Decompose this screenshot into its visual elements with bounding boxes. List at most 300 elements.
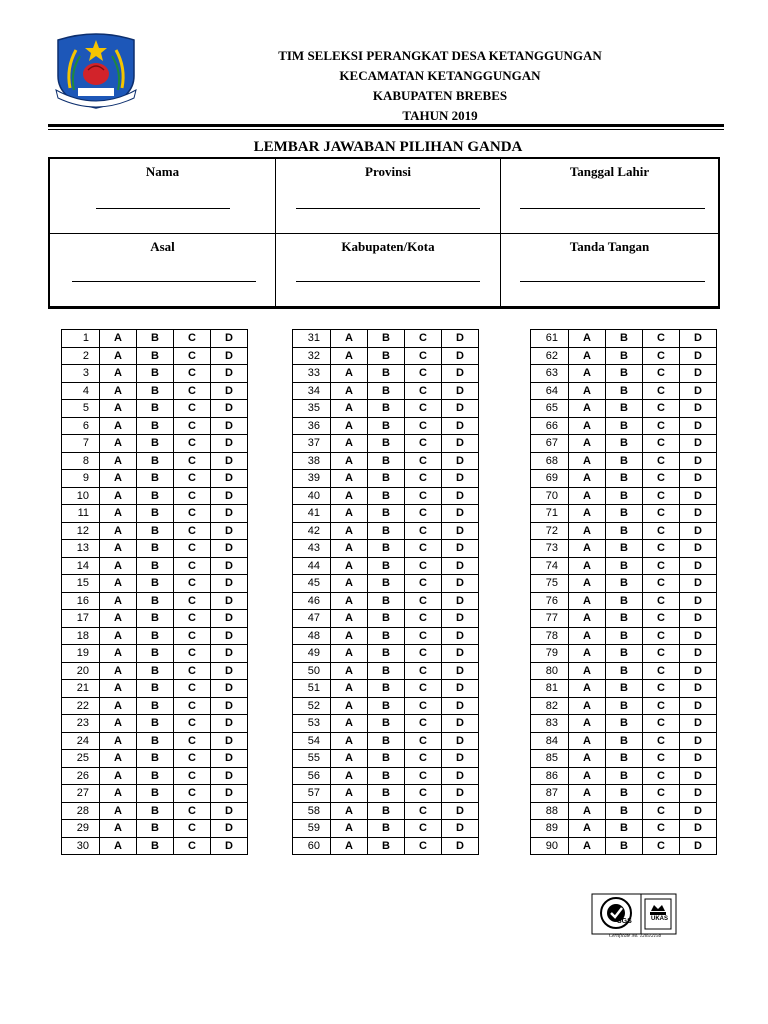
answer-option-b[interactable]: B bbox=[368, 592, 405, 610]
answer-option-b[interactable]: B bbox=[368, 575, 405, 593]
answer-option-d[interactable]: D bbox=[442, 365, 479, 383]
answer-option-b[interactable]: B bbox=[368, 365, 405, 383]
answer-option-d[interactable]: D bbox=[442, 505, 479, 523]
answer-option-b[interactable]: B bbox=[606, 400, 643, 418]
answer-option-c[interactable]: C bbox=[643, 540, 680, 558]
answer-option-b[interactable]: B bbox=[368, 330, 405, 348]
answer-option-c[interactable]: C bbox=[643, 522, 680, 540]
answer-option-d[interactable]: D bbox=[442, 697, 479, 715]
answer-option-a[interactable]: A bbox=[331, 645, 368, 663]
answer-option-a[interactable]: A bbox=[100, 452, 137, 470]
answer-option-d[interactable]: D bbox=[211, 347, 248, 365]
answer-option-a[interactable]: A bbox=[569, 382, 606, 400]
answer-option-b[interactable]: B bbox=[606, 540, 643, 558]
answer-option-c[interactable]: C bbox=[174, 610, 211, 628]
answer-option-c[interactable]: C bbox=[405, 662, 442, 680]
answer-option-c[interactable]: C bbox=[643, 802, 680, 820]
answer-option-a[interactable]: A bbox=[100, 400, 137, 418]
answer-option-a[interactable]: A bbox=[569, 680, 606, 698]
answer-option-b[interactable]: B bbox=[368, 697, 405, 715]
answer-option-d[interactable]: D bbox=[211, 417, 248, 435]
answer-option-b[interactable]: B bbox=[606, 662, 643, 680]
answer-option-b[interactable]: B bbox=[137, 767, 174, 785]
answer-option-b[interactable]: B bbox=[137, 820, 174, 838]
answer-option-d[interactable]: D bbox=[442, 645, 479, 663]
answer-option-d[interactable]: D bbox=[680, 715, 717, 733]
answer-option-b[interactable]: B bbox=[368, 610, 405, 628]
field-line-tanggal-lahir[interactable] bbox=[520, 208, 705, 209]
field-line-nama[interactable] bbox=[96, 208, 230, 209]
answer-option-b[interactable]: B bbox=[137, 452, 174, 470]
answer-option-c[interactable]: C bbox=[643, 505, 680, 523]
answer-option-b[interactable]: B bbox=[606, 715, 643, 733]
answer-option-a[interactable]: A bbox=[331, 435, 368, 453]
answer-option-d[interactable]: D bbox=[680, 837, 717, 855]
answer-option-a[interactable]: A bbox=[331, 522, 368, 540]
answer-option-c[interactable]: C bbox=[643, 715, 680, 733]
answer-option-a[interactable]: A bbox=[100, 680, 137, 698]
answer-option-c[interactable]: C bbox=[174, 505, 211, 523]
answer-option-c[interactable]: C bbox=[405, 347, 442, 365]
answer-option-b[interactable]: B bbox=[137, 697, 174, 715]
answer-option-d[interactable]: D bbox=[680, 802, 717, 820]
answer-option-c[interactable]: C bbox=[174, 785, 211, 803]
answer-option-c[interactable]: C bbox=[643, 645, 680, 663]
answer-option-c[interactable]: C bbox=[405, 837, 442, 855]
answer-option-d[interactable]: D bbox=[211, 750, 248, 768]
answer-option-b[interactable]: B bbox=[137, 417, 174, 435]
answer-option-b[interactable]: B bbox=[606, 435, 643, 453]
answer-option-c[interactable]: C bbox=[643, 575, 680, 593]
answer-option-a[interactable]: A bbox=[331, 400, 368, 418]
answer-option-a[interactable]: A bbox=[331, 365, 368, 383]
answer-option-a[interactable]: A bbox=[569, 627, 606, 645]
answer-option-c[interactable]: C bbox=[643, 452, 680, 470]
answer-option-c[interactable]: C bbox=[174, 365, 211, 383]
answer-option-a[interactable]: A bbox=[100, 592, 137, 610]
answer-option-c[interactable]: C bbox=[405, 452, 442, 470]
answer-option-c[interactable]: C bbox=[405, 470, 442, 488]
answer-option-a[interactable]: A bbox=[569, 435, 606, 453]
answer-option-c[interactable]: C bbox=[405, 802, 442, 820]
answer-option-a[interactable]: A bbox=[331, 680, 368, 698]
answer-option-b[interactable]: B bbox=[606, 750, 643, 768]
answer-option-b[interactable]: B bbox=[137, 505, 174, 523]
answer-option-d[interactable]: D bbox=[442, 592, 479, 610]
answer-option-a[interactable]: A bbox=[100, 557, 137, 575]
answer-option-c[interactable]: C bbox=[643, 330, 680, 348]
answer-option-c[interactable]: C bbox=[643, 470, 680, 488]
answer-option-d[interactable]: D bbox=[680, 750, 717, 768]
answer-option-a[interactable]: A bbox=[569, 417, 606, 435]
answer-option-a[interactable]: A bbox=[100, 750, 137, 768]
answer-option-a[interactable]: A bbox=[569, 645, 606, 663]
answer-option-d[interactable]: D bbox=[442, 802, 479, 820]
answer-option-a[interactable]: A bbox=[100, 382, 137, 400]
answer-option-b[interactable]: B bbox=[137, 627, 174, 645]
answer-option-d[interactable]: D bbox=[442, 610, 479, 628]
answer-option-b[interactable]: B bbox=[606, 365, 643, 383]
answer-option-b[interactable]: B bbox=[137, 400, 174, 418]
answer-option-a[interactable]: A bbox=[331, 470, 368, 488]
answer-option-d[interactable]: D bbox=[211, 487, 248, 505]
answer-option-b[interactable]: B bbox=[137, 592, 174, 610]
answer-option-b[interactable]: B bbox=[368, 417, 405, 435]
answer-option-b[interactable]: B bbox=[606, 820, 643, 838]
answer-option-d[interactable]: D bbox=[442, 837, 479, 855]
answer-option-c[interactable]: C bbox=[174, 347, 211, 365]
answer-option-c[interactable]: C bbox=[405, 697, 442, 715]
answer-option-d[interactable]: D bbox=[680, 435, 717, 453]
answer-option-c[interactable]: C bbox=[405, 330, 442, 348]
answer-option-b[interactable]: B bbox=[606, 417, 643, 435]
answer-option-b[interactable]: B bbox=[137, 610, 174, 628]
answer-option-d[interactable]: D bbox=[680, 627, 717, 645]
answer-option-a[interactable]: A bbox=[569, 505, 606, 523]
answer-option-d[interactable]: D bbox=[442, 330, 479, 348]
answer-option-a[interactable]: A bbox=[331, 592, 368, 610]
answer-option-a[interactable]: A bbox=[331, 767, 368, 785]
answer-option-a[interactable]: A bbox=[100, 330, 137, 348]
answer-option-c[interactable]: C bbox=[405, 592, 442, 610]
answer-option-a[interactable]: A bbox=[569, 487, 606, 505]
answer-option-c[interactable]: C bbox=[643, 347, 680, 365]
answer-option-d[interactable]: D bbox=[211, 365, 248, 383]
answer-option-b[interactable]: B bbox=[606, 785, 643, 803]
answer-option-d[interactable]: D bbox=[442, 662, 479, 680]
answer-option-d[interactable]: D bbox=[442, 417, 479, 435]
answer-option-c[interactable]: C bbox=[405, 417, 442, 435]
answer-option-a[interactable]: A bbox=[569, 452, 606, 470]
answer-option-c[interactable]: C bbox=[405, 575, 442, 593]
answer-option-a[interactable]: A bbox=[569, 662, 606, 680]
answer-option-b[interactable]: B bbox=[137, 575, 174, 593]
answer-option-b[interactable]: B bbox=[137, 802, 174, 820]
answer-option-c[interactable]: C bbox=[405, 680, 442, 698]
answer-option-c[interactable]: C bbox=[174, 732, 211, 750]
answer-option-a[interactable]: A bbox=[100, 610, 137, 628]
answer-option-b[interactable]: B bbox=[137, 522, 174, 540]
answer-option-b[interactable]: B bbox=[606, 522, 643, 540]
answer-option-a[interactable]: A bbox=[331, 610, 368, 628]
answer-option-a[interactable]: A bbox=[100, 575, 137, 593]
answer-option-d[interactable]: D bbox=[680, 662, 717, 680]
answer-option-a[interactable]: A bbox=[100, 785, 137, 803]
answer-option-a[interactable]: A bbox=[331, 417, 368, 435]
answer-option-b[interactable]: B bbox=[137, 837, 174, 855]
answer-option-b[interactable]: B bbox=[368, 767, 405, 785]
answer-option-c[interactable]: C bbox=[405, 382, 442, 400]
answer-option-b[interactable]: B bbox=[368, 820, 405, 838]
answer-option-c[interactable]: C bbox=[405, 487, 442, 505]
answer-option-b[interactable]: B bbox=[606, 802, 643, 820]
answer-option-a[interactable]: A bbox=[331, 505, 368, 523]
answer-option-c[interactable]: C bbox=[405, 627, 442, 645]
answer-option-c[interactable]: C bbox=[405, 610, 442, 628]
answer-option-a[interactable]: A bbox=[331, 662, 368, 680]
answer-option-c[interactable]: C bbox=[405, 750, 442, 768]
answer-option-a[interactable]: A bbox=[331, 347, 368, 365]
answer-option-b[interactable]: B bbox=[368, 435, 405, 453]
answer-option-a[interactable]: A bbox=[331, 330, 368, 348]
answer-option-d[interactable]: D bbox=[680, 540, 717, 558]
answer-option-c[interactable]: C bbox=[174, 522, 211, 540]
answer-option-d[interactable]: D bbox=[442, 452, 479, 470]
answer-option-c[interactable]: C bbox=[174, 662, 211, 680]
answer-option-a[interactable]: A bbox=[100, 645, 137, 663]
answer-option-d[interactable]: D bbox=[442, 347, 479, 365]
answer-option-c[interactable]: C bbox=[174, 470, 211, 488]
answer-option-b[interactable]: B bbox=[606, 697, 643, 715]
answer-option-b[interactable]: B bbox=[368, 347, 405, 365]
answer-option-c[interactable]: C bbox=[405, 767, 442, 785]
answer-option-b[interactable]: B bbox=[137, 470, 174, 488]
answer-option-b[interactable]: B bbox=[368, 715, 405, 733]
answer-option-d[interactable]: D bbox=[680, 505, 717, 523]
answer-option-c[interactable]: C bbox=[174, 627, 211, 645]
answer-option-d[interactable]: D bbox=[442, 627, 479, 645]
answer-option-d[interactable]: D bbox=[211, 330, 248, 348]
answer-option-b[interactable]: B bbox=[606, 452, 643, 470]
answer-option-c[interactable]: C bbox=[174, 400, 211, 418]
answer-option-d[interactable]: D bbox=[680, 767, 717, 785]
field-line-asal[interactable] bbox=[72, 281, 256, 282]
answer-option-c[interactable]: C bbox=[643, 662, 680, 680]
answer-option-b[interactable]: B bbox=[137, 785, 174, 803]
answer-option-d[interactable]: D bbox=[442, 435, 479, 453]
answer-option-d[interactable]: D bbox=[211, 400, 248, 418]
answer-option-d[interactable]: D bbox=[211, 785, 248, 803]
answer-option-d[interactable]: D bbox=[211, 715, 248, 733]
answer-option-a[interactable]: A bbox=[100, 837, 137, 855]
answer-option-d[interactable]: D bbox=[211, 575, 248, 593]
answer-option-b[interactable]: B bbox=[137, 645, 174, 663]
answer-option-a[interactable]: A bbox=[100, 417, 137, 435]
answer-option-a[interactable]: A bbox=[569, 400, 606, 418]
answer-option-b[interactable]: B bbox=[137, 382, 174, 400]
answer-option-d[interactable]: D bbox=[680, 330, 717, 348]
answer-option-c[interactable]: C bbox=[405, 540, 442, 558]
answer-option-d[interactable]: D bbox=[442, 732, 479, 750]
answer-option-d[interactable]: D bbox=[442, 557, 479, 575]
field-line-kabupaten-kota[interactable] bbox=[296, 281, 480, 282]
answer-option-d[interactable]: D bbox=[680, 592, 717, 610]
answer-option-a[interactable]: A bbox=[569, 470, 606, 488]
answer-option-a[interactable]: A bbox=[569, 837, 606, 855]
answer-option-c[interactable]: C bbox=[643, 837, 680, 855]
answer-option-b[interactable]: B bbox=[137, 330, 174, 348]
answer-option-c[interactable]: C bbox=[405, 820, 442, 838]
answer-option-d[interactable]: D bbox=[680, 382, 717, 400]
answer-option-a[interactable]: A bbox=[100, 487, 137, 505]
answer-option-d[interactable]: D bbox=[211, 732, 248, 750]
answer-option-d[interactable]: D bbox=[211, 627, 248, 645]
answer-option-d[interactable]: D bbox=[442, 470, 479, 488]
answer-option-c[interactable]: C bbox=[174, 837, 211, 855]
answer-option-a[interactable]: A bbox=[100, 697, 137, 715]
answer-option-b[interactable]: B bbox=[606, 627, 643, 645]
answer-option-d[interactable]: D bbox=[442, 750, 479, 768]
answer-option-d[interactable]: D bbox=[442, 400, 479, 418]
answer-option-d[interactable]: D bbox=[680, 785, 717, 803]
answer-option-b[interactable]: B bbox=[368, 470, 405, 488]
answer-option-d[interactable]: D bbox=[211, 680, 248, 698]
answer-option-d[interactable]: D bbox=[211, 645, 248, 663]
answer-option-a[interactable]: A bbox=[331, 750, 368, 768]
answer-option-a[interactable]: A bbox=[569, 785, 606, 803]
answer-option-a[interactable]: A bbox=[100, 522, 137, 540]
answer-option-c[interactable]: C bbox=[174, 697, 211, 715]
answer-option-d[interactable]: D bbox=[680, 645, 717, 663]
answer-option-b[interactable]: B bbox=[606, 680, 643, 698]
answer-option-a[interactable]: A bbox=[569, 365, 606, 383]
answer-option-b[interactable]: B bbox=[606, 645, 643, 663]
answer-option-c[interactable]: C bbox=[643, 365, 680, 383]
answer-option-c[interactable]: C bbox=[174, 330, 211, 348]
answer-option-c[interactable]: C bbox=[405, 715, 442, 733]
answer-option-d[interactable]: D bbox=[680, 680, 717, 698]
answer-option-b[interactable]: B bbox=[368, 662, 405, 680]
answer-option-d[interactable]: D bbox=[442, 540, 479, 558]
answer-option-c[interactable]: C bbox=[405, 645, 442, 663]
field-line-tanda-tangan[interactable] bbox=[520, 281, 705, 282]
answer-option-d[interactable]: D bbox=[211, 767, 248, 785]
answer-option-a[interactable]: A bbox=[569, 330, 606, 348]
answer-option-c[interactable]: C bbox=[174, 575, 211, 593]
answer-option-a[interactable]: A bbox=[331, 627, 368, 645]
answer-option-c[interactable]: C bbox=[643, 750, 680, 768]
answer-option-d[interactable]: D bbox=[680, 365, 717, 383]
answer-option-c[interactable]: C bbox=[174, 680, 211, 698]
answer-option-d[interactable]: D bbox=[211, 435, 248, 453]
answer-option-c[interactable]: C bbox=[643, 627, 680, 645]
answer-option-c[interactable]: C bbox=[405, 435, 442, 453]
answer-option-a[interactable]: A bbox=[331, 557, 368, 575]
answer-option-d[interactable]: D bbox=[211, 540, 248, 558]
answer-option-d[interactable]: D bbox=[211, 452, 248, 470]
answer-option-c[interactable]: C bbox=[405, 522, 442, 540]
answer-option-b[interactable]: B bbox=[137, 557, 174, 575]
answer-option-d[interactable]: D bbox=[211, 557, 248, 575]
answer-option-d[interactable]: D bbox=[211, 470, 248, 488]
answer-option-b[interactable]: B bbox=[368, 522, 405, 540]
answer-option-d[interactable]: D bbox=[211, 522, 248, 540]
answer-option-c[interactable]: C bbox=[174, 592, 211, 610]
answer-option-c[interactable]: C bbox=[643, 610, 680, 628]
answer-option-d[interactable]: D bbox=[680, 417, 717, 435]
answer-option-a[interactable]: A bbox=[569, 592, 606, 610]
answer-option-c[interactable]: C bbox=[643, 557, 680, 575]
answer-option-c[interactable]: C bbox=[643, 820, 680, 838]
answer-option-a[interactable]: A bbox=[100, 505, 137, 523]
answer-option-d[interactable]: D bbox=[211, 610, 248, 628]
answer-option-d[interactable]: D bbox=[680, 697, 717, 715]
answer-option-d[interactable]: D bbox=[211, 505, 248, 523]
answer-option-c[interactable]: C bbox=[643, 697, 680, 715]
answer-option-c[interactable]: C bbox=[643, 487, 680, 505]
answer-option-c[interactable]: C bbox=[405, 785, 442, 803]
answer-option-a[interactable]: A bbox=[100, 435, 137, 453]
answer-option-b[interactable]: B bbox=[368, 505, 405, 523]
answer-option-a[interactable]: A bbox=[331, 820, 368, 838]
answer-option-d[interactable]: D bbox=[211, 592, 248, 610]
answer-option-c[interactable]: C bbox=[643, 680, 680, 698]
answer-option-d[interactable]: D bbox=[680, 732, 717, 750]
answer-option-b[interactable]: B bbox=[368, 645, 405, 663]
answer-option-a[interactable]: A bbox=[100, 627, 137, 645]
answer-option-b[interactable]: B bbox=[368, 802, 405, 820]
answer-option-c[interactable]: C bbox=[405, 365, 442, 383]
answer-option-b[interactable]: B bbox=[606, 487, 643, 505]
answer-option-a[interactable]: A bbox=[569, 540, 606, 558]
answer-option-b[interactable]: B bbox=[137, 347, 174, 365]
answer-option-c[interactable]: C bbox=[405, 505, 442, 523]
answer-option-b[interactable]: B bbox=[368, 627, 405, 645]
answer-option-a[interactable]: A bbox=[100, 715, 137, 733]
answer-option-d[interactable]: D bbox=[211, 697, 248, 715]
answer-option-d[interactable]: D bbox=[442, 680, 479, 698]
answer-option-a[interactable]: A bbox=[569, 820, 606, 838]
answer-option-d[interactable]: D bbox=[680, 522, 717, 540]
answer-option-b[interactable]: B bbox=[368, 680, 405, 698]
answer-option-b[interactable]: B bbox=[137, 680, 174, 698]
answer-option-c[interactable]: C bbox=[405, 732, 442, 750]
answer-option-d[interactable]: D bbox=[442, 522, 479, 540]
answer-option-c[interactable]: C bbox=[174, 435, 211, 453]
answer-option-a[interactable]: A bbox=[569, 802, 606, 820]
answer-option-a[interactable]: A bbox=[569, 767, 606, 785]
answer-option-d[interactable]: D bbox=[442, 715, 479, 733]
answer-option-b[interactable]: B bbox=[606, 347, 643, 365]
answer-option-b[interactable]: B bbox=[606, 470, 643, 488]
answer-option-c[interactable]: C bbox=[174, 820, 211, 838]
answer-option-d[interactable]: D bbox=[680, 557, 717, 575]
answer-option-b[interactable]: B bbox=[137, 487, 174, 505]
answer-option-b[interactable]: B bbox=[368, 785, 405, 803]
answer-option-b[interactable]: B bbox=[606, 732, 643, 750]
answer-option-a[interactable]: A bbox=[100, 470, 137, 488]
answer-option-c[interactable]: C bbox=[174, 452, 211, 470]
answer-option-b[interactable]: B bbox=[368, 452, 405, 470]
answer-option-d[interactable]: D bbox=[680, 820, 717, 838]
answer-option-a[interactable]: A bbox=[331, 540, 368, 558]
answer-option-c[interactable]: C bbox=[174, 487, 211, 505]
answer-option-d[interactable]: D bbox=[442, 382, 479, 400]
answer-option-a[interactable]: A bbox=[100, 347, 137, 365]
answer-option-b[interactable]: B bbox=[606, 505, 643, 523]
answer-option-a[interactable]: A bbox=[331, 785, 368, 803]
answer-option-a[interactable]: A bbox=[331, 575, 368, 593]
answer-option-a[interactable]: A bbox=[100, 820, 137, 838]
answer-option-d[interactable]: D bbox=[211, 820, 248, 838]
answer-option-a[interactable]: A bbox=[331, 382, 368, 400]
answer-option-c[interactable]: C bbox=[174, 750, 211, 768]
answer-option-b[interactable]: B bbox=[368, 750, 405, 768]
answer-option-d[interactable]: D bbox=[211, 802, 248, 820]
answer-option-c[interactable]: C bbox=[174, 417, 211, 435]
answer-option-a[interactable]: A bbox=[100, 365, 137, 383]
answer-option-c[interactable]: C bbox=[174, 645, 211, 663]
answer-option-c[interactable]: C bbox=[643, 435, 680, 453]
answer-option-c[interactable]: C bbox=[405, 400, 442, 418]
answer-option-d[interactable]: D bbox=[442, 575, 479, 593]
answer-option-c[interactable]: C bbox=[643, 785, 680, 803]
answer-option-b[interactable]: B bbox=[137, 732, 174, 750]
answer-option-a[interactable]: A bbox=[569, 575, 606, 593]
answer-option-d[interactable]: D bbox=[211, 837, 248, 855]
answer-option-b[interactable]: B bbox=[606, 767, 643, 785]
answer-option-a[interactable]: A bbox=[331, 732, 368, 750]
